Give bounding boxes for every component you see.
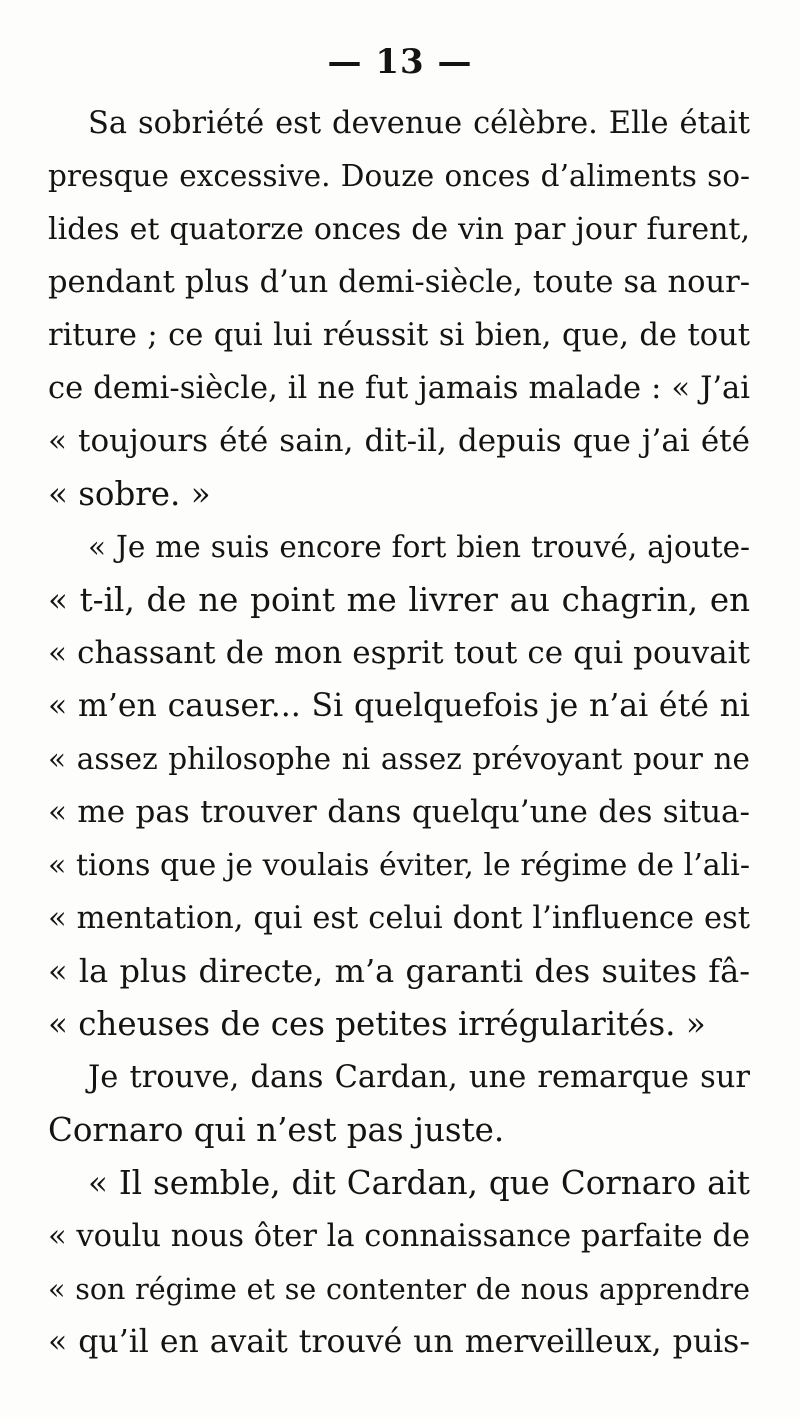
text-line: « mentation, qui est celui dont l’influence est xyxy=(48,901,750,936)
page-number-header: — 13 — xyxy=(327,42,473,82)
text-line: « t-il, de ne point me livrer au chagrin, en xyxy=(48,581,750,619)
text-line: « chassant de mon esprit tout ce qui pouvait xyxy=(48,635,750,671)
body-text xyxy=(48,97,750,1369)
text-line: Sa sobriété est devenue célèbre. Elle était xyxy=(88,106,750,141)
text-line: « voulu nous ôter la connaissance parfaite de xyxy=(48,1219,750,1254)
text-line: ce demi-siècle, il ne fut jamais malade : « J’ai xyxy=(48,371,750,406)
text-line: « toujours été sain, dit-il, depuis que j’ai été xyxy=(48,423,750,459)
text-line: presque excessive. Douze onces d’aliments so- xyxy=(48,159,750,193)
text-line: Cornaro qui n’est pas juste. xyxy=(48,1111,505,1149)
text-line: pendant plus d’un demi-siècle, toute sa nour- xyxy=(48,265,750,300)
text-line: « sobre. » xyxy=(48,475,211,513)
text-line: « Je me suis encore fort bien trouvé, ajoute- xyxy=(88,530,750,564)
text-line: Je trouve, dans Cardan, une remarque sur xyxy=(88,1060,750,1095)
text-line: « tions que je voulais éviter, le régime de l’ali- xyxy=(48,848,750,883)
text-line: « me pas trouver dans quelqu’une des situa- xyxy=(48,794,750,830)
text-line: lides et quatorze onces de vin par jour furent, xyxy=(48,212,750,247)
text-line: riture ; ce qui lui réussit si bien, que, de tout xyxy=(48,318,750,353)
text-line: « m’en causer... Si quelquefois je n’ai été ni xyxy=(48,688,750,724)
text-line: « son régime et se contenter de nous apprendre xyxy=(48,1273,750,1306)
text-line: « qu’il en avait trouvé un merveilleux, puis- xyxy=(48,1324,750,1360)
text-line: « cheuses de ces petites irrégularités. » xyxy=(48,1005,706,1043)
text-line: « Il semble, dit Cardan, que Cornaro ait xyxy=(88,1164,750,1202)
text-line: « la plus directe, m’a garanti des suites fâ- xyxy=(48,952,750,990)
text-line: « assez philosophe ni assez prévoyant pour ne xyxy=(48,742,750,776)
